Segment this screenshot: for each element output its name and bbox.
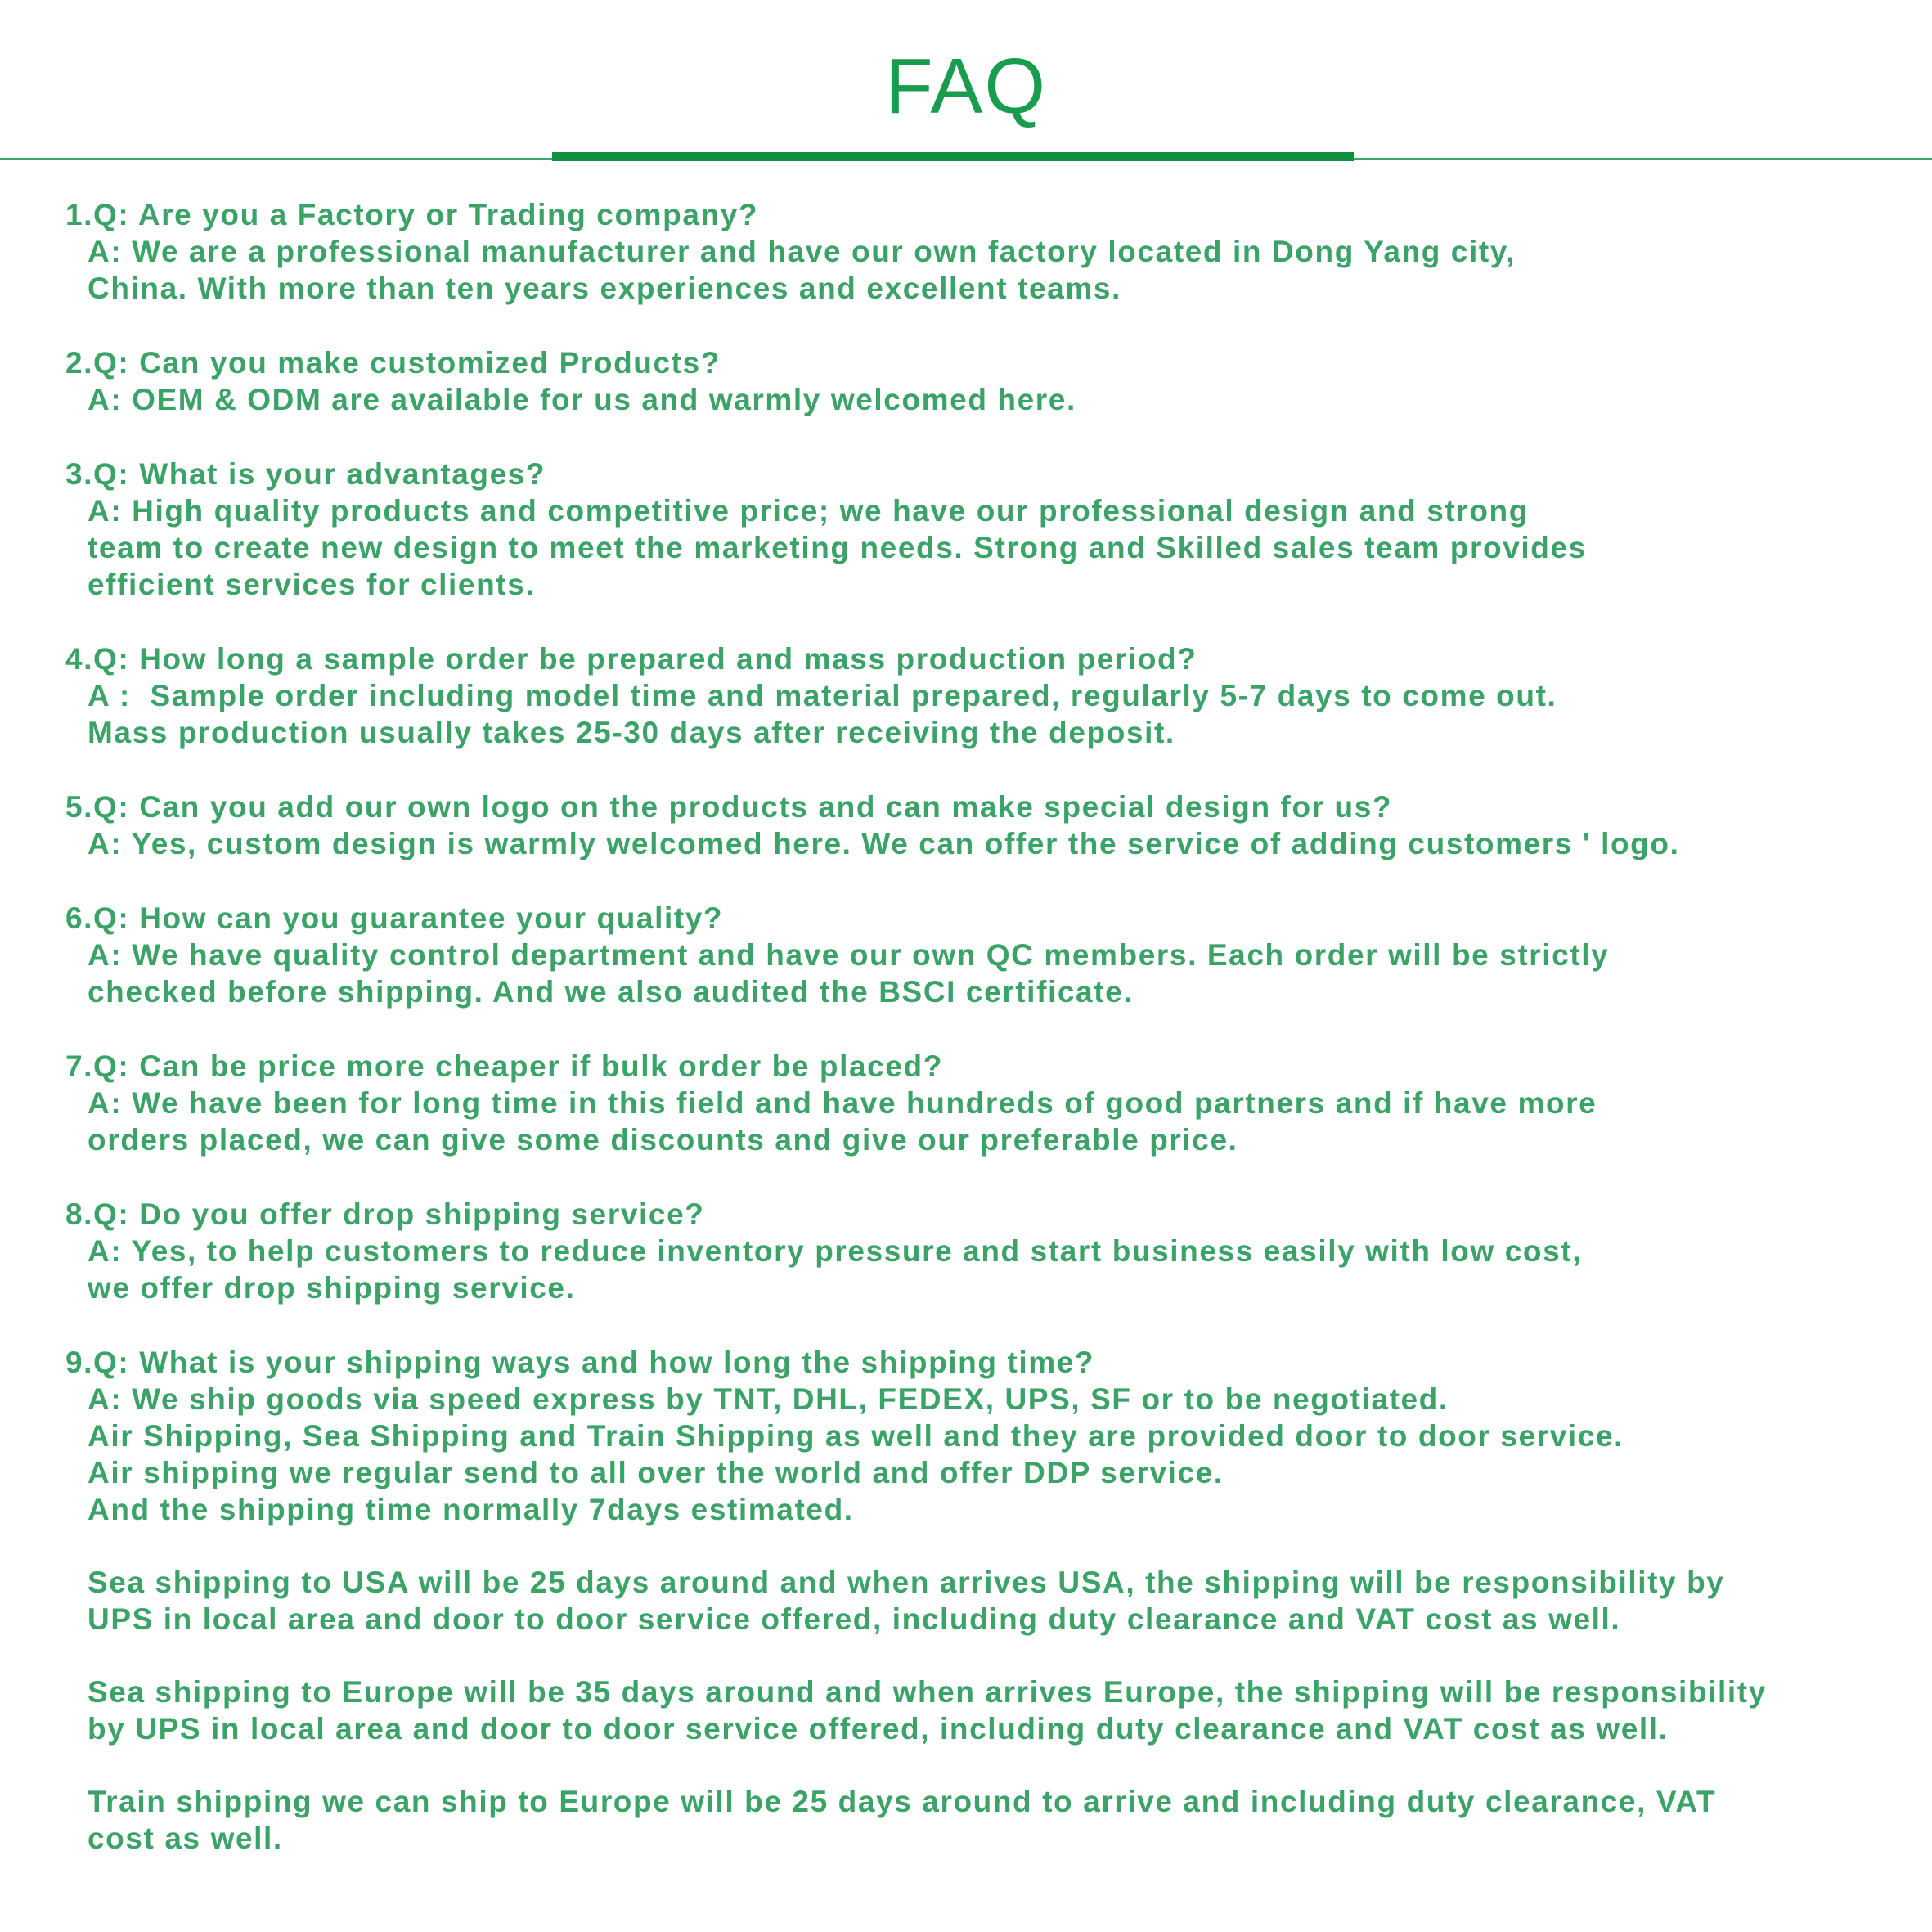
shipping-note-line: Air Shipping, Sea Shipping and Train Shipping as well and they are provided door to door service. bbox=[88, 1419, 1624, 1453]
shipping-note-line: Train shipping we can ship to Europe will be 25 days around to arrive and including duty clearance, VAT bbox=[88, 1785, 1717, 1818]
faq-question: 9.Q: What is your shipping ways and how long the shipping time? bbox=[65, 1346, 1095, 1379]
shipping-note bbox=[0, 1564, 1899, 1638]
faq-answer: A: OEM & ODM are available for us and warmly welcomed here. bbox=[88, 383, 1076, 416]
faq-answer-continuation: we offer drop shipping service. bbox=[88, 1271, 576, 1305]
divider-thick-rule bbox=[552, 152, 1354, 161]
faq-question: 4.Q: How long a sample order be prepared and mass production period? bbox=[65, 642, 1197, 676]
faq-answer: A: Yes, to help customers to reduce inventory pressure and start business easily with low cost, bbox=[88, 1234, 1583, 1268]
header-divider bbox=[0, 146, 1932, 164]
shipping-note-line: by UPS in local area and door to door service offered, including duty clearance and VAT cost as well. bbox=[88, 1712, 1669, 1746]
faq-item bbox=[0, 1048, 1899, 1158]
shipping-note-line: UPS in local area and door to door service offered, including duty clearance and VAT cost as well. bbox=[88, 1602, 1621, 1636]
faq-question: 3.Q: What is your advantages? bbox=[65, 457, 546, 491]
faq-content bbox=[0, 196, 1932, 1857]
faq-answer-continuation: Mass production usually takes 25-30 days after receiving the deposit. bbox=[88, 716, 1175, 749]
faq-answer-continuation: efficient services for clients. bbox=[88, 568, 536, 601]
faq-item bbox=[0, 900, 1899, 1010]
faq-answer-continuation: China. With more than ten years experiences and excellent teams. bbox=[88, 272, 1121, 305]
faq-item bbox=[0, 1344, 1899, 1418]
faq-question: 5.Q: Can you add our own logo on the products and can make special design for us? bbox=[65, 790, 1393, 824]
faq-item bbox=[0, 640, 1899, 751]
faq-list bbox=[0, 196, 1899, 1418]
faq-answer-continuation: checked before shipping. And we also audited the BSCI certificate. bbox=[88, 975, 1134, 1009]
faq-answer: A: Yes, custom design is warmly welcomed here. We can offer the service of adding customers ' logo. bbox=[88, 827, 1680, 860]
faq-answer: A: High quality products and competitive price; we have our professional design and strong bbox=[88, 494, 1529, 528]
shipping-note-line: Air shipping we regular send to all over the world and offer DDP service. bbox=[88, 1456, 1224, 1489]
faq-item bbox=[0, 344, 1899, 418]
page-header bbox=[0, 0, 1932, 130]
faq-item bbox=[0, 1196, 1899, 1306]
shipping-note-line: Sea shipping to USA will be 25 days around and when arrives USA, the shipping will be responsibility by bbox=[88, 1566, 1725, 1599]
faq-question: 6.Q: How can you guarantee your quality? bbox=[65, 901, 724, 935]
page-title: FAQ bbox=[884, 43, 1048, 130]
shipping-note bbox=[0, 1783, 1899, 1857]
shipping-note bbox=[0, 1418, 1899, 1528]
faq-item bbox=[0, 456, 1899, 603]
faq-question: 2.Q: Can you make customized Products? bbox=[65, 346, 721, 380]
faq-answer-continuation: team to create new design to meet the marketing needs. Strong and Skilled sales team provides bbox=[88, 531, 1587, 564]
shipping-note-line: And the shipping time normally 7days estimated. bbox=[88, 1493, 854, 1526]
faq-item bbox=[0, 789, 1899, 862]
faq-answer: A: We ship goods via speed express by TNT, DHL, FEDEX, UPS, SF or to be negotiated. bbox=[88, 1382, 1449, 1416]
faq-answer: A: We are a professional manufacturer and have our own factory located in Dong Yang city, bbox=[88, 235, 1516, 268]
faq-item bbox=[0, 196, 1899, 307]
shipping-note bbox=[0, 1674, 1899, 1747]
shipping-note-line: Sea shipping to Europe will be 35 days around and when arrives Europe, the shipping will be responsibility bbox=[88, 1675, 1767, 1709]
faq-question: 1.Q: Are you a Factory or Trading company? bbox=[65, 198, 759, 231]
faq-answer-continuation: orders placed, we can give some discounts and give our preferable price. bbox=[88, 1123, 1238, 1157]
shipping-note-line: cost as well. bbox=[88, 1822, 283, 1855]
faq-question: 7.Q: Can be price more cheaper if bulk order be placed? bbox=[65, 1049, 943, 1083]
faq-answer: A: We have been for long time in this field and have hundreds of good partners and if have more bbox=[88, 1086, 1597, 1120]
faq-answer: A : Sample order including model time and material prepared, regularly 5-7 days to come out. bbox=[88, 679, 1557, 712]
faq-question: 8.Q: Do you offer drop shipping service? bbox=[65, 1197, 705, 1231]
shipping-notes-list bbox=[0, 1418, 1899, 1857]
faq-answer: A: We have quality control department and have our own QC members. Each order will be strictly bbox=[88, 938, 1610, 972]
